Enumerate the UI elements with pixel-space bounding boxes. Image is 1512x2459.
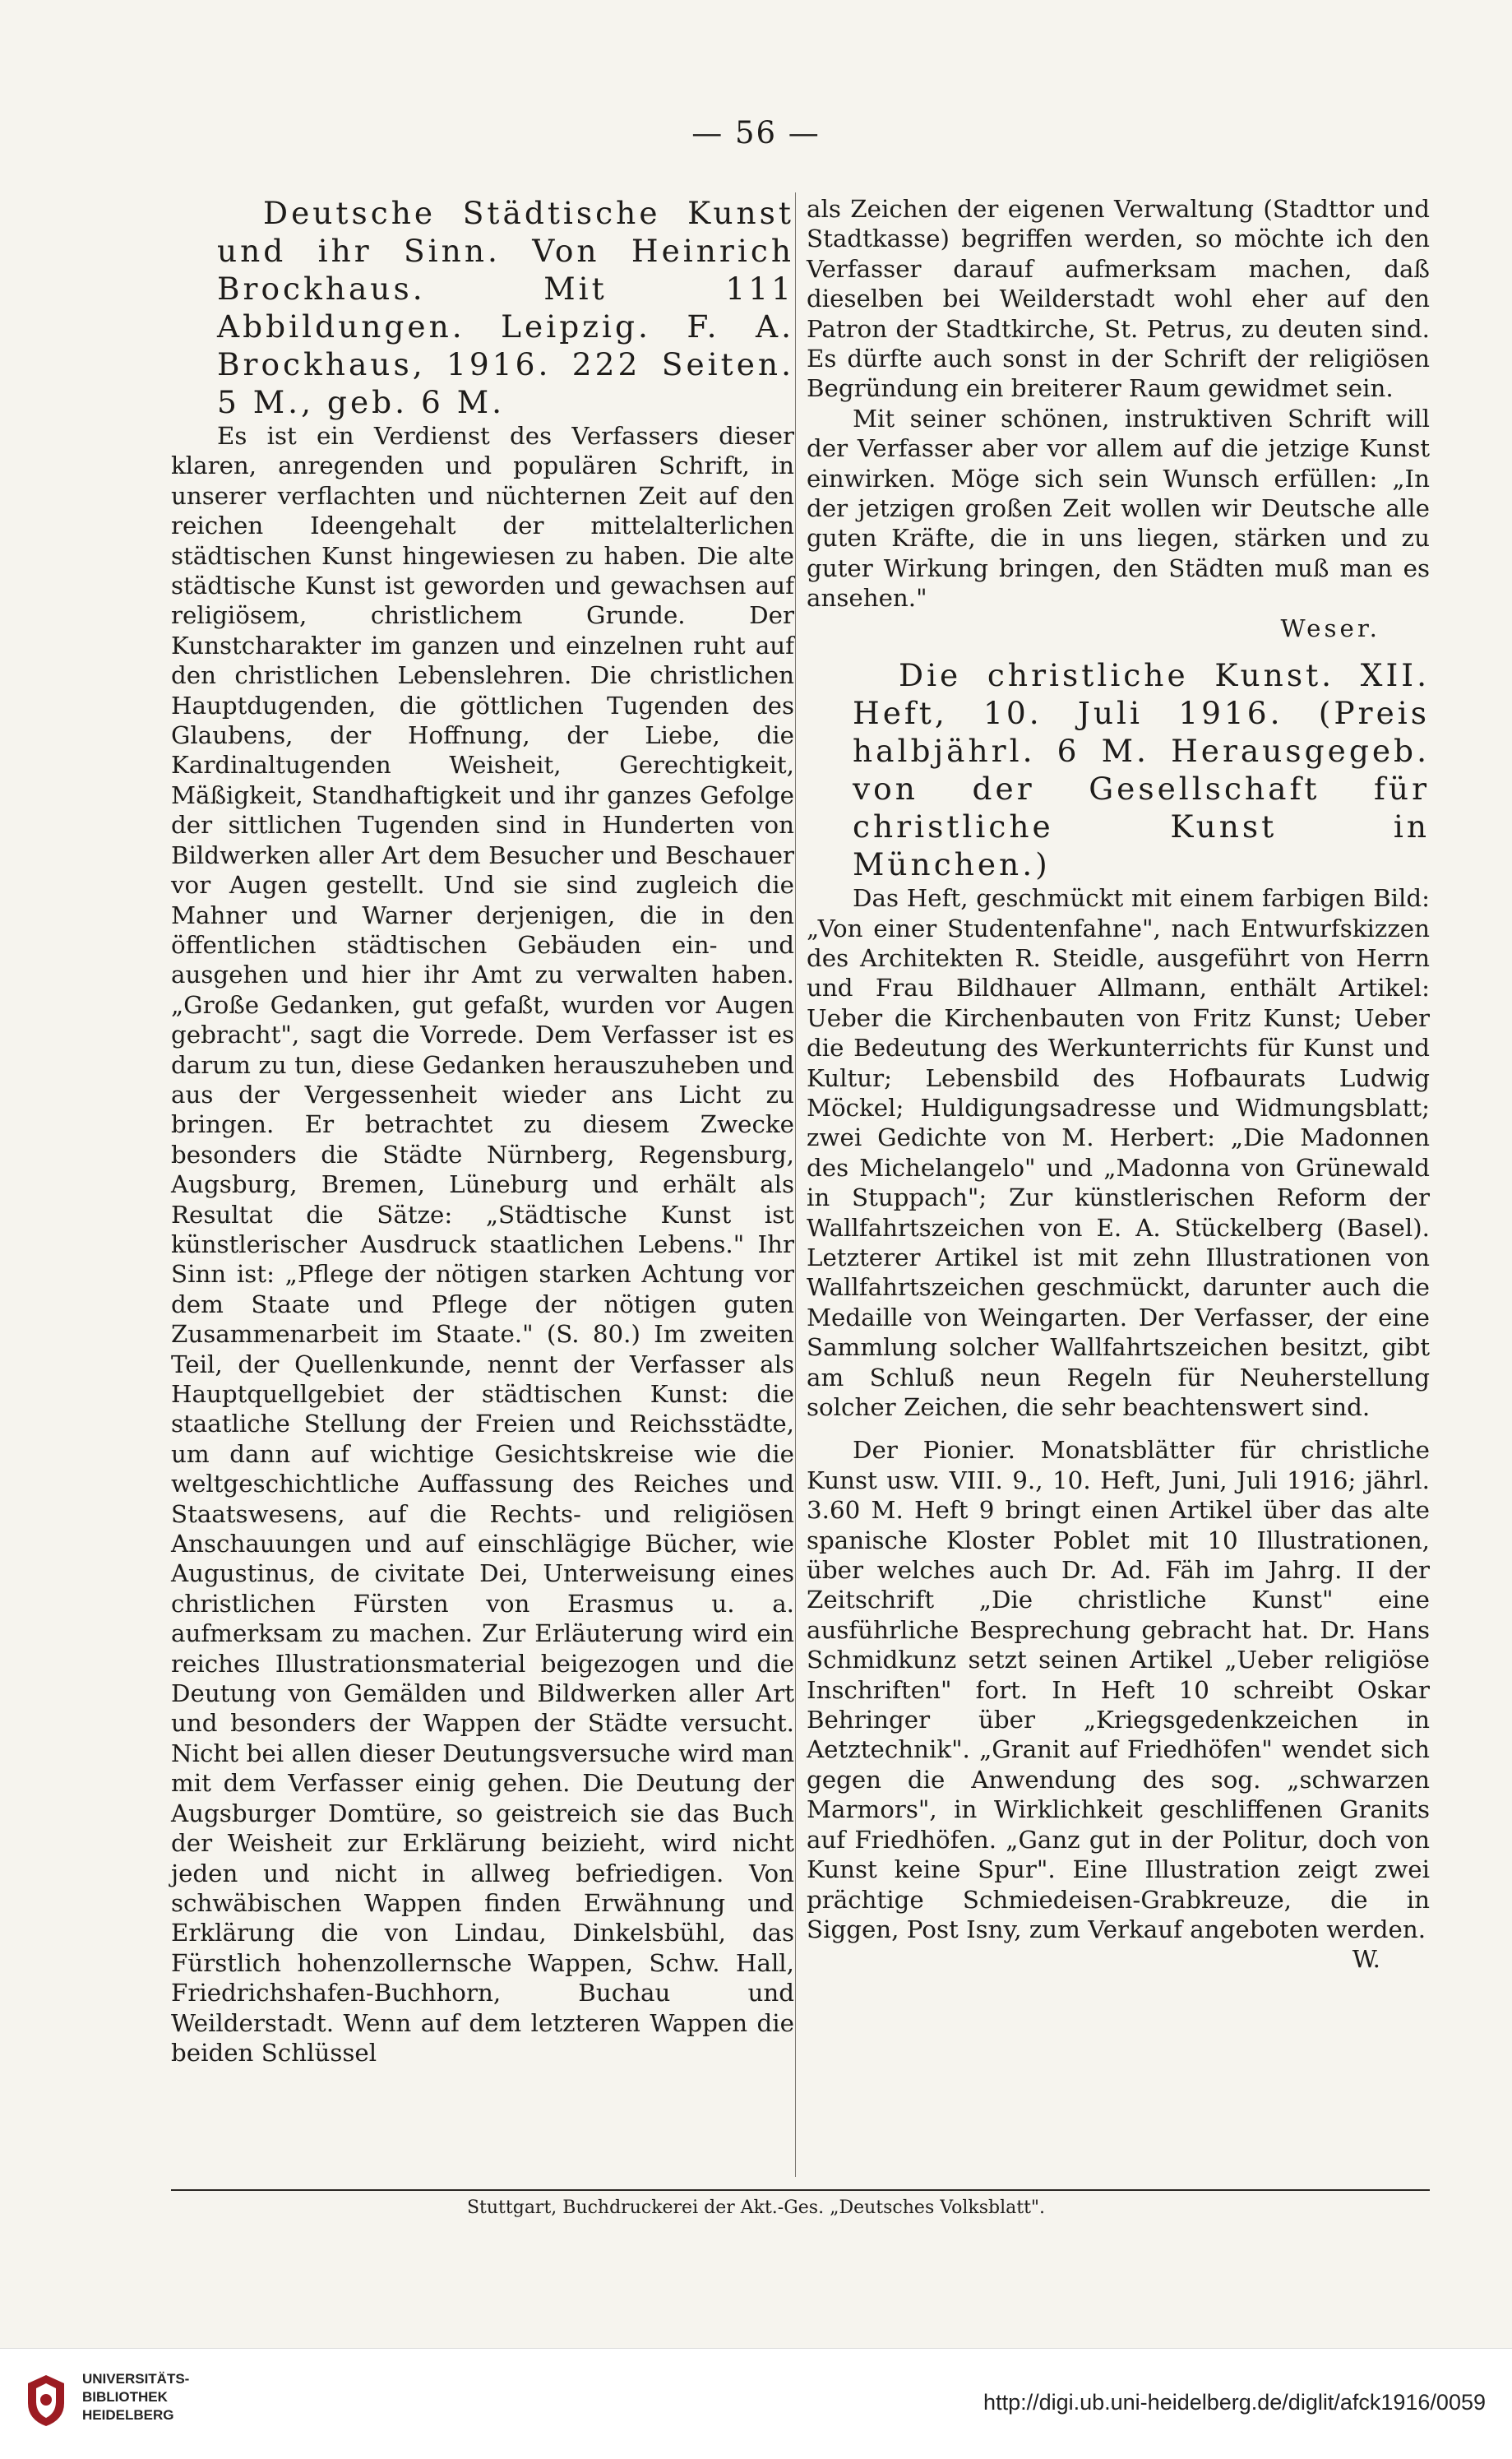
column-divider bbox=[795, 192, 796, 2177]
library-name-line2: BIBLIOTHEK bbox=[82, 2389, 168, 2405]
right-column bbox=[807, 194, 1430, 1975]
library-name-line1: UNIVERSITÄTS- bbox=[82, 2371, 190, 2387]
library-name bbox=[82, 2370, 189, 2424]
review-body-christliche-kunst: Das Heft, geschmückt mit einem farbigen Bild: „Von einer Studentenfahne", nach Entwurfskizzen des Architekten R. Steidle, ausgeführt von Herrn und Frau Bildhauer Allmann, enthält Artikel: Ueber die Kirchenbauten von Fritz Kunst; Ueber die Bedeutung des Werkunterrichts für Kunst und Kultur; Lebensbild des Hofbaurats Ludwig Möckel; Huldigungsadresse und Widmungsblatt; zwei Gedichte von M. Herbert: „Die Madonnen des Michelangelo" und „Madonna von Grünewald in Stuppach"; Zur künstlerischen Reform der Wallfahrtszeichen von E. A. Stückelberg (Basel). Letzterer Artikel ist mit zehn Illustrationen von Wallfahrtszeichen geschmückt, darunter auch die Medaille von Weingarten. Der Verfasser, der eine Sammlung solcher Wallfahrtszeichen besitzt, gibt am Schluß neun Regeln für Neuherstellung solcher Zeichen, die sehr beachtenswert sind. bbox=[807, 884, 1430, 1421]
page-number: — 56 — bbox=[691, 115, 821, 151]
review-body-pionier: Der Pionier. Monatsblätter für christliche Kunst usw. VIII. 9., 10. Heft, Juni, Juli 1916; jährl. 3.60 M. Heft 9 bringt einen Artikel über das alte spanische Kloster Poblet mit 10 Illustrationen, über welches auch Dr. Ad. Fäh im Jahrg. II der Zeitschrift „Die christliche Kunst" eine ausführliche Besprechung gebracht hat. Dr. Hans Schmidkunz setzt seinen Artikel „Ueber religiöse Inschriften" fort. In Heft 10 schreibt Oskar Behringer über „Kriegsgedenkzeichen in Aetztechnik". „Granit auf Friedhöfen" wendet sich gegen die Anwendung des sog. „schwarzen Marmors", in Wirklichkeit geschliffenen Granits auf Friedhöfen. „Ganz gut in der Politur, doch von Kunst keine Spur". Eine Illustration zeigt zwei prächtige Schmiedeisen-Grabkreuze, die in Siggen, Post Isny, zum Verkauf angeboten werden. bbox=[807, 1436, 1430, 1943]
left-column bbox=[171, 194, 794, 2068]
review-heading-christliche-kunst: Die christliche Kunst. XII. Heft, 10. Juli 1916. (Preis halbjährl. 6 M. Herausgegeb. von der Gesellschaft für christliche Kunst in München.) bbox=[853, 657, 1430, 883]
review-body-brockhaus: Es ist ein Verdienst des Verfassers dieser klaren, anregenden und populären Schrift, in unserer verflachten und nüchternen Zeit auf den reichen Ideengehalt der mittelalterlichen städtischen Kunst hingewiesen zu haben. Die alte städtische Kunst ist geworden und gewachsen auf religiösem, christlichem Grunde. Der Kunstcharakter im ganzen und einzelnen ruht auf den christlichen Lebenslehren. Die christlichen Hauptdugenden, die göttlichen Tugenden des Glaubens, der Hoffnung, der Liebe, die Kardinaltugenden Weisheit, Gerechtigkeit, Mäßigkeit, Standhaftigkeit und ihr ganzes Gefolge der sittlichen Tugenden sind in Hunderten von Bildwerken aller Art dem Besucher und Beschauer vor Augen gestellt. Und sie sind zugleich die Mahner und Warner derjenigen, die in den öffentlichen städtischen Gebäuden ein- und ausgehen und hier ihr Amt zu verwalten haben. „Große Gedanken, gut gefaßt, wurden vor Augen gebracht", sagt die Vorrede. Dem Verfasser ist es darum zu tun, diese Gedanken herauszuheben und aus der Vergessenheit wieder ans Licht zu bringen. Er betrachtet zu diesem Zwecke besonders die Städte Nürnberg, Regensburg, Augsburg, Bremen, Lüneburg und erhält als Resultat die Sätze: „Städtische Kunst ist künstlerischer Ausdruck staatlichen Lebens." Ihr Sinn ist: „Pflege der nötigen starken Achtung vor dem Staate und Pflege der nötigen guten Zusammenarbeit im Staate." (S. 80.) Im zweiten Teil, der Quellenkunde, nennt der Verfasser als Hauptquellgebiet der städtischen Kunst: die staatliche Stellung der Freien und Reichsstädte, um dann auf wichtige Gesichtskreise wie die weltgeschichtliche Auffassung des Reiches und Staatswesens, auf die Rechts- und religiösen Anschauungen und auf einschlägige Bücher, wie Augustinus, de civitate Dei, Unterweisung eines christlichen Fürsten von Erasmus u. a. aufmerksam zu machen. Zur Erläuterung wird ein reiches Illustrationsmaterial beigezogen und die Deutung von Gemälden und Bildwerken aller Art und besonders der Wappen der Städte versucht. Nicht bei allen dieser Deutungsversuche wird man mit dem Verfasser einig gehen. Die Deutung der Augsburger Domtüre, so geistreich sie das Buch der Weisheit zur Erklärung beizieht, wird nicht jeden und nicht in allweg befriedigen. Von schwäbischen Wappen finden Erwähnung und Erklärung die von Lindau, Dinkelsbühl, das Fürstlich hohenzollernsche Wappen, Schw. Hall, Friedrichshafen-Buchhorn, Buchau und Weilderstadt. Wenn auf dem letzteren Wappen die beiden Schlüssel bbox=[171, 422, 794, 2067]
source-url-link[interactable]: http://digi.ub.uni-heidelberg.de/diglit/afck1916/0059 bbox=[983, 2390, 1486, 2415]
review-signature-w: W. bbox=[1352, 1945, 1380, 1974]
footer-rule bbox=[171, 2189, 1430, 2191]
review-paragraph: Mit seiner schönen, instruktiven Schrift will der Verfasser aber vor allem auf die jetzige Kunst einwirken. Möge sich sein Wunsch erfüllen: „In der jetzigen großen Zeit wollen wir Deutsche alle guten Kräfte, die in uns liegen, stärken und zu guter Wirkung bringen, den Städten muß man es ansehen." bbox=[807, 404, 1430, 613]
printer-imprint: Stuttgart, Buchdruckerei der Akt.-Ges. „Deutsches Volksblatt". bbox=[466, 2197, 1046, 2218]
library-name-line3: HEIDELBERG bbox=[82, 2407, 174, 2423]
university-seal-icon bbox=[23, 2372, 69, 2429]
review-continuation: als Zeichen der eigenen Verwaltung (Stadttor und Stadtkasse) begriffen werden, so möchte ich den Verfasser darauf aufmerksam machen, daß dieselben bei Weilderstadt wohl eher auf den Patron der Stadtkirche, St. Petrus, zu deuten sind. Es dürfte auch sonst in der Schrift der religiösen Begründung ein breiterer Raum gewidmet sein. bbox=[807, 195, 1430, 403]
review-heading-brockhaus: Deutsche Städtische Kunst und ihr Sinn. Von Heinrich Brockhaus. Mit 111 Abbildungen. Leipzig. F. A. Brockhaus, 1916. 222 Seiten. 5 M., geb. 6 M. bbox=[217, 195, 794, 420]
digitization-bar bbox=[0, 2348, 1512, 2459]
review-signature: Weser. bbox=[1280, 614, 1380, 642]
